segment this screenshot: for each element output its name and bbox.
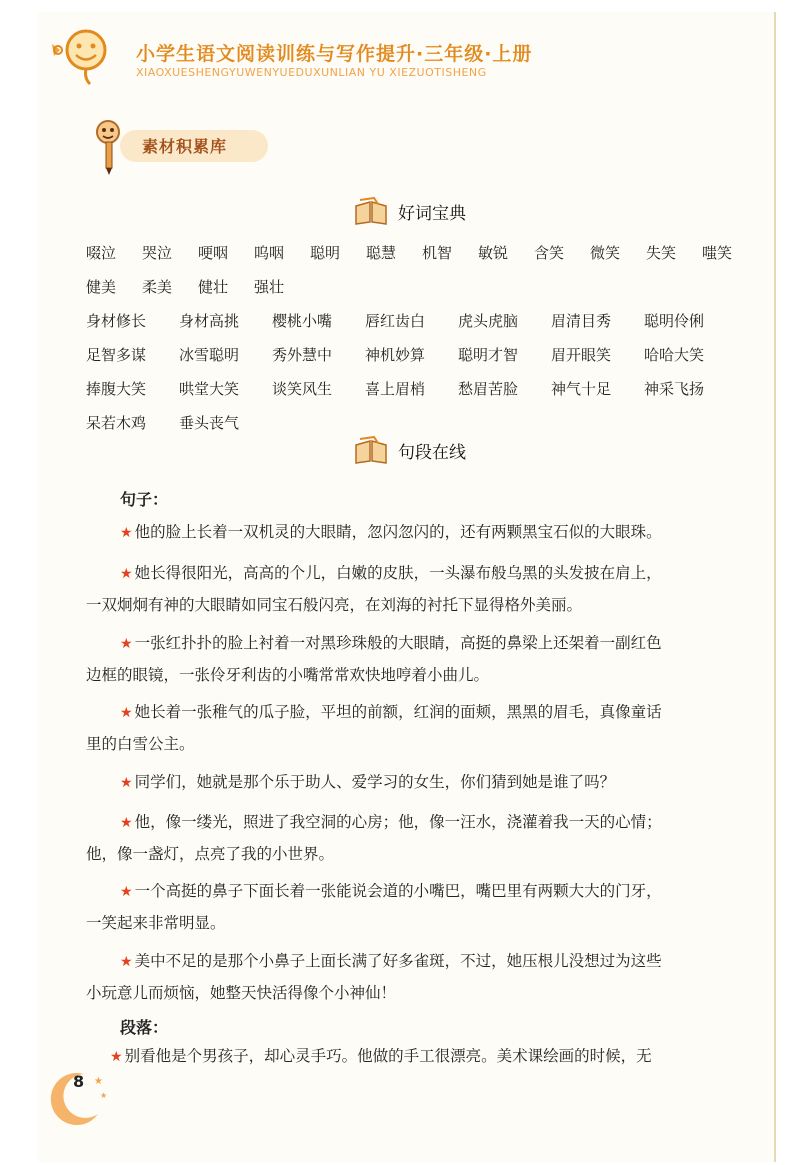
- word-item: 神气十足: [551, 380, 612, 398]
- sentence-text: 一张红扑扑的脸上衬着一对黑珍珠般的大眼睛，高挺的鼻梁上还架着一副红色: [134, 634, 662, 652]
- word-item: 神机妙算: [365, 346, 426, 364]
- word-item: 樱桃小嘴: [272, 312, 333, 330]
- star-icon: ★: [120, 705, 133, 721]
- open-book-icon: [354, 196, 388, 226]
- sentence-text: 边框的眼镜，一张伶牙利齿的小嘴常常欢快地哼着小曲儿。: [86, 666, 490, 684]
- word-item: 哭泣: [142, 244, 173, 262]
- word-item: 聪慧: [366, 244, 397, 262]
- sentence-text: 一个高挺的鼻子下面长着一张能说会道的小嘴巴，嘴巴里有两颗大大的门牙，: [134, 882, 662, 900]
- sentence-item: [86, 807, 758, 870]
- badge-label: 素材积累库: [142, 137, 228, 156]
- word-item: 足智多谋: [86, 346, 147, 364]
- star-icon: ★: [110, 1049, 123, 1065]
- word-item: 含笑: [534, 244, 565, 262]
- word-row: [86, 242, 758, 263]
- sentence-line: [86, 628, 758, 660]
- paragraphs-label: 段落：: [120, 1018, 169, 1037]
- sentence-line: [86, 978, 758, 1009]
- star-icon: ★: [120, 884, 133, 900]
- word-item: 垂头丧气: [179, 414, 240, 432]
- page-number: 8: [73, 1072, 85, 1091]
- word-item: 健美: [86, 278, 117, 296]
- word-row: [86, 344, 737, 365]
- section-heading-words: [354, 196, 466, 226]
- word-item: 哈哈大笑: [644, 346, 705, 364]
- sentence-text: 一笑起来非常明显。: [86, 914, 226, 932]
- open-book-icon: [354, 435, 388, 465]
- word-item: 啜泣: [86, 244, 117, 262]
- star-icon: ★: [120, 815, 133, 831]
- sentence-line: [86, 729, 758, 760]
- paragraph-line: [86, 1041, 758, 1073]
- sentence-item: [86, 628, 758, 691]
- word-item: 喜上眉梢: [365, 380, 426, 398]
- sentence-text: 小玩意儿而烦恼，她整天快活得像个小神仙！: [86, 984, 397, 1002]
- word-item: 敏锐: [478, 244, 509, 262]
- star-icon: ★: [120, 636, 133, 652]
- star-icon: ★: [120, 525, 133, 541]
- word-item: 身材高挑: [179, 312, 240, 330]
- word-item: 捧腹大笑: [86, 380, 147, 398]
- book-title-pinyin: XIAOXUESHENGYUWENYUEDUXUNLIAN YU XIEZUOTISHENG: [136, 66, 487, 79]
- sentence-text: 同学们，她就是那个乐于助人、爱学习的女生，你们猜到她是谁了吗？: [134, 773, 616, 791]
- section-heading-sentences: [354, 435, 466, 465]
- word-row: [86, 310, 737, 331]
- sentence-text: 她长得很阳光，高高的个儿，白嫩的皮肤，一头瀑布般乌黑的头发披在肩上，: [134, 564, 662, 582]
- word-row: [86, 412, 272, 433]
- word-item: 冰雪聪明: [179, 346, 240, 364]
- word-item: 神采飞扬: [644, 380, 705, 398]
- word-item: 微笑: [590, 244, 621, 262]
- sentence-text: 一双炯炯有神的大眼睛如同宝石般闪亮，在刘海的衬托下显得格外美丽。: [86, 596, 583, 614]
- word-item: 愁眉苦脸: [458, 380, 519, 398]
- page: [38, 12, 776, 1162]
- sentence-item: [86, 517, 758, 549]
- smiley-mascot-icon: [46, 22, 118, 86]
- sentence-line: [86, 767, 758, 799]
- word-item: 聪明才智: [458, 346, 519, 364]
- word-item: 健壮: [198, 278, 229, 296]
- sentences-label: 句子：: [120, 490, 169, 509]
- word-row: [86, 276, 310, 297]
- sentence-line: [86, 697, 758, 729]
- word-item: 眉开眼笑: [551, 346, 612, 364]
- sentence-text: 他，像一盏灯，点亮了我的小世界。: [86, 845, 335, 863]
- star-icon: ★: [120, 775, 133, 791]
- pencil-mascot-icon: [90, 116, 134, 176]
- sentence-item: [86, 697, 758, 760]
- star-icon: ★: [120, 954, 133, 970]
- word-row: [86, 378, 737, 399]
- section-title: 句段在线: [398, 442, 466, 463]
- word-item: 秀外慧中: [272, 346, 333, 364]
- paragraph-text: 别看他是个男孩子，却心灵手巧。他做的手工很漂亮。美术课绘画的时候，无: [124, 1047, 652, 1065]
- word-item: 哽咽: [198, 244, 229, 262]
- word-item: 聪明伶俐: [644, 312, 705, 330]
- word-item: 失笑: [646, 244, 677, 262]
- word-item: 谈笑风生: [272, 380, 333, 398]
- word-item: 身材修长: [86, 312, 147, 330]
- sentence-text: 他的脸上长着一双机灵的大眼睛，忽闪忽闪的，还有两颗黑宝石似的大眼珠。: [134, 523, 662, 541]
- word-item: 聪明: [310, 244, 341, 262]
- word-item: 柔美: [142, 278, 173, 296]
- word-item: 呆若木鸡: [86, 414, 147, 432]
- svg-text:★: ★: [94, 1076, 103, 1087]
- star-icon: ★: [120, 566, 133, 582]
- sentence-line: [86, 807, 758, 839]
- sentence-text: 他，像一缕光，照进了我空洞的心房；他，像一汪水，浇灌着我一天的心情；: [134, 813, 662, 831]
- sentence-line: [86, 908, 758, 939]
- word-item: 唇红齿白: [365, 312, 426, 330]
- section-title: 好词宝典: [398, 203, 466, 224]
- sentence-line: [86, 876, 758, 908]
- sentence-item: [86, 558, 758, 621]
- word-item: 呜咽: [254, 244, 285, 262]
- sentence-item: [86, 767, 758, 799]
- sentence-text: 美中不足的是那个小鼻子上面长满了好多雀斑，不过，她压根儿没想过为这些: [134, 952, 662, 970]
- word-item: 强壮: [254, 278, 285, 296]
- word-item: 嗤笑: [702, 244, 733, 262]
- word-item: 眉清目秀: [551, 312, 612, 330]
- book-title: 小学生语文阅读训练与写作提升·三年级·上册: [136, 43, 533, 65]
- sentence-text: 她长着一张稚气的瓜子脸，平坦的前额，红润的面颊，黑黑的眉毛，真像童话: [134, 703, 662, 721]
- sentence-line: [86, 946, 758, 978]
- sentence-line: [86, 839, 758, 870]
- word-item: 哄堂大笑: [179, 380, 240, 398]
- sentence-text: 里的白雪公主。: [86, 735, 195, 753]
- sentence-item: [86, 946, 758, 1009]
- sentence-line: [86, 558, 758, 590]
- sentence-line: [86, 590, 758, 621]
- svg-text:★: ★: [100, 1091, 108, 1100]
- section-badge: [90, 116, 270, 174]
- page-header: [38, 12, 776, 88]
- sentence-item: [86, 876, 758, 939]
- word-item: 虎头虎脑: [458, 312, 519, 330]
- sentence-line: [86, 660, 758, 691]
- word-item: 机智: [422, 244, 453, 262]
- paragraph-item: [86, 1041, 758, 1073]
- sentence-line: [86, 517, 758, 549]
